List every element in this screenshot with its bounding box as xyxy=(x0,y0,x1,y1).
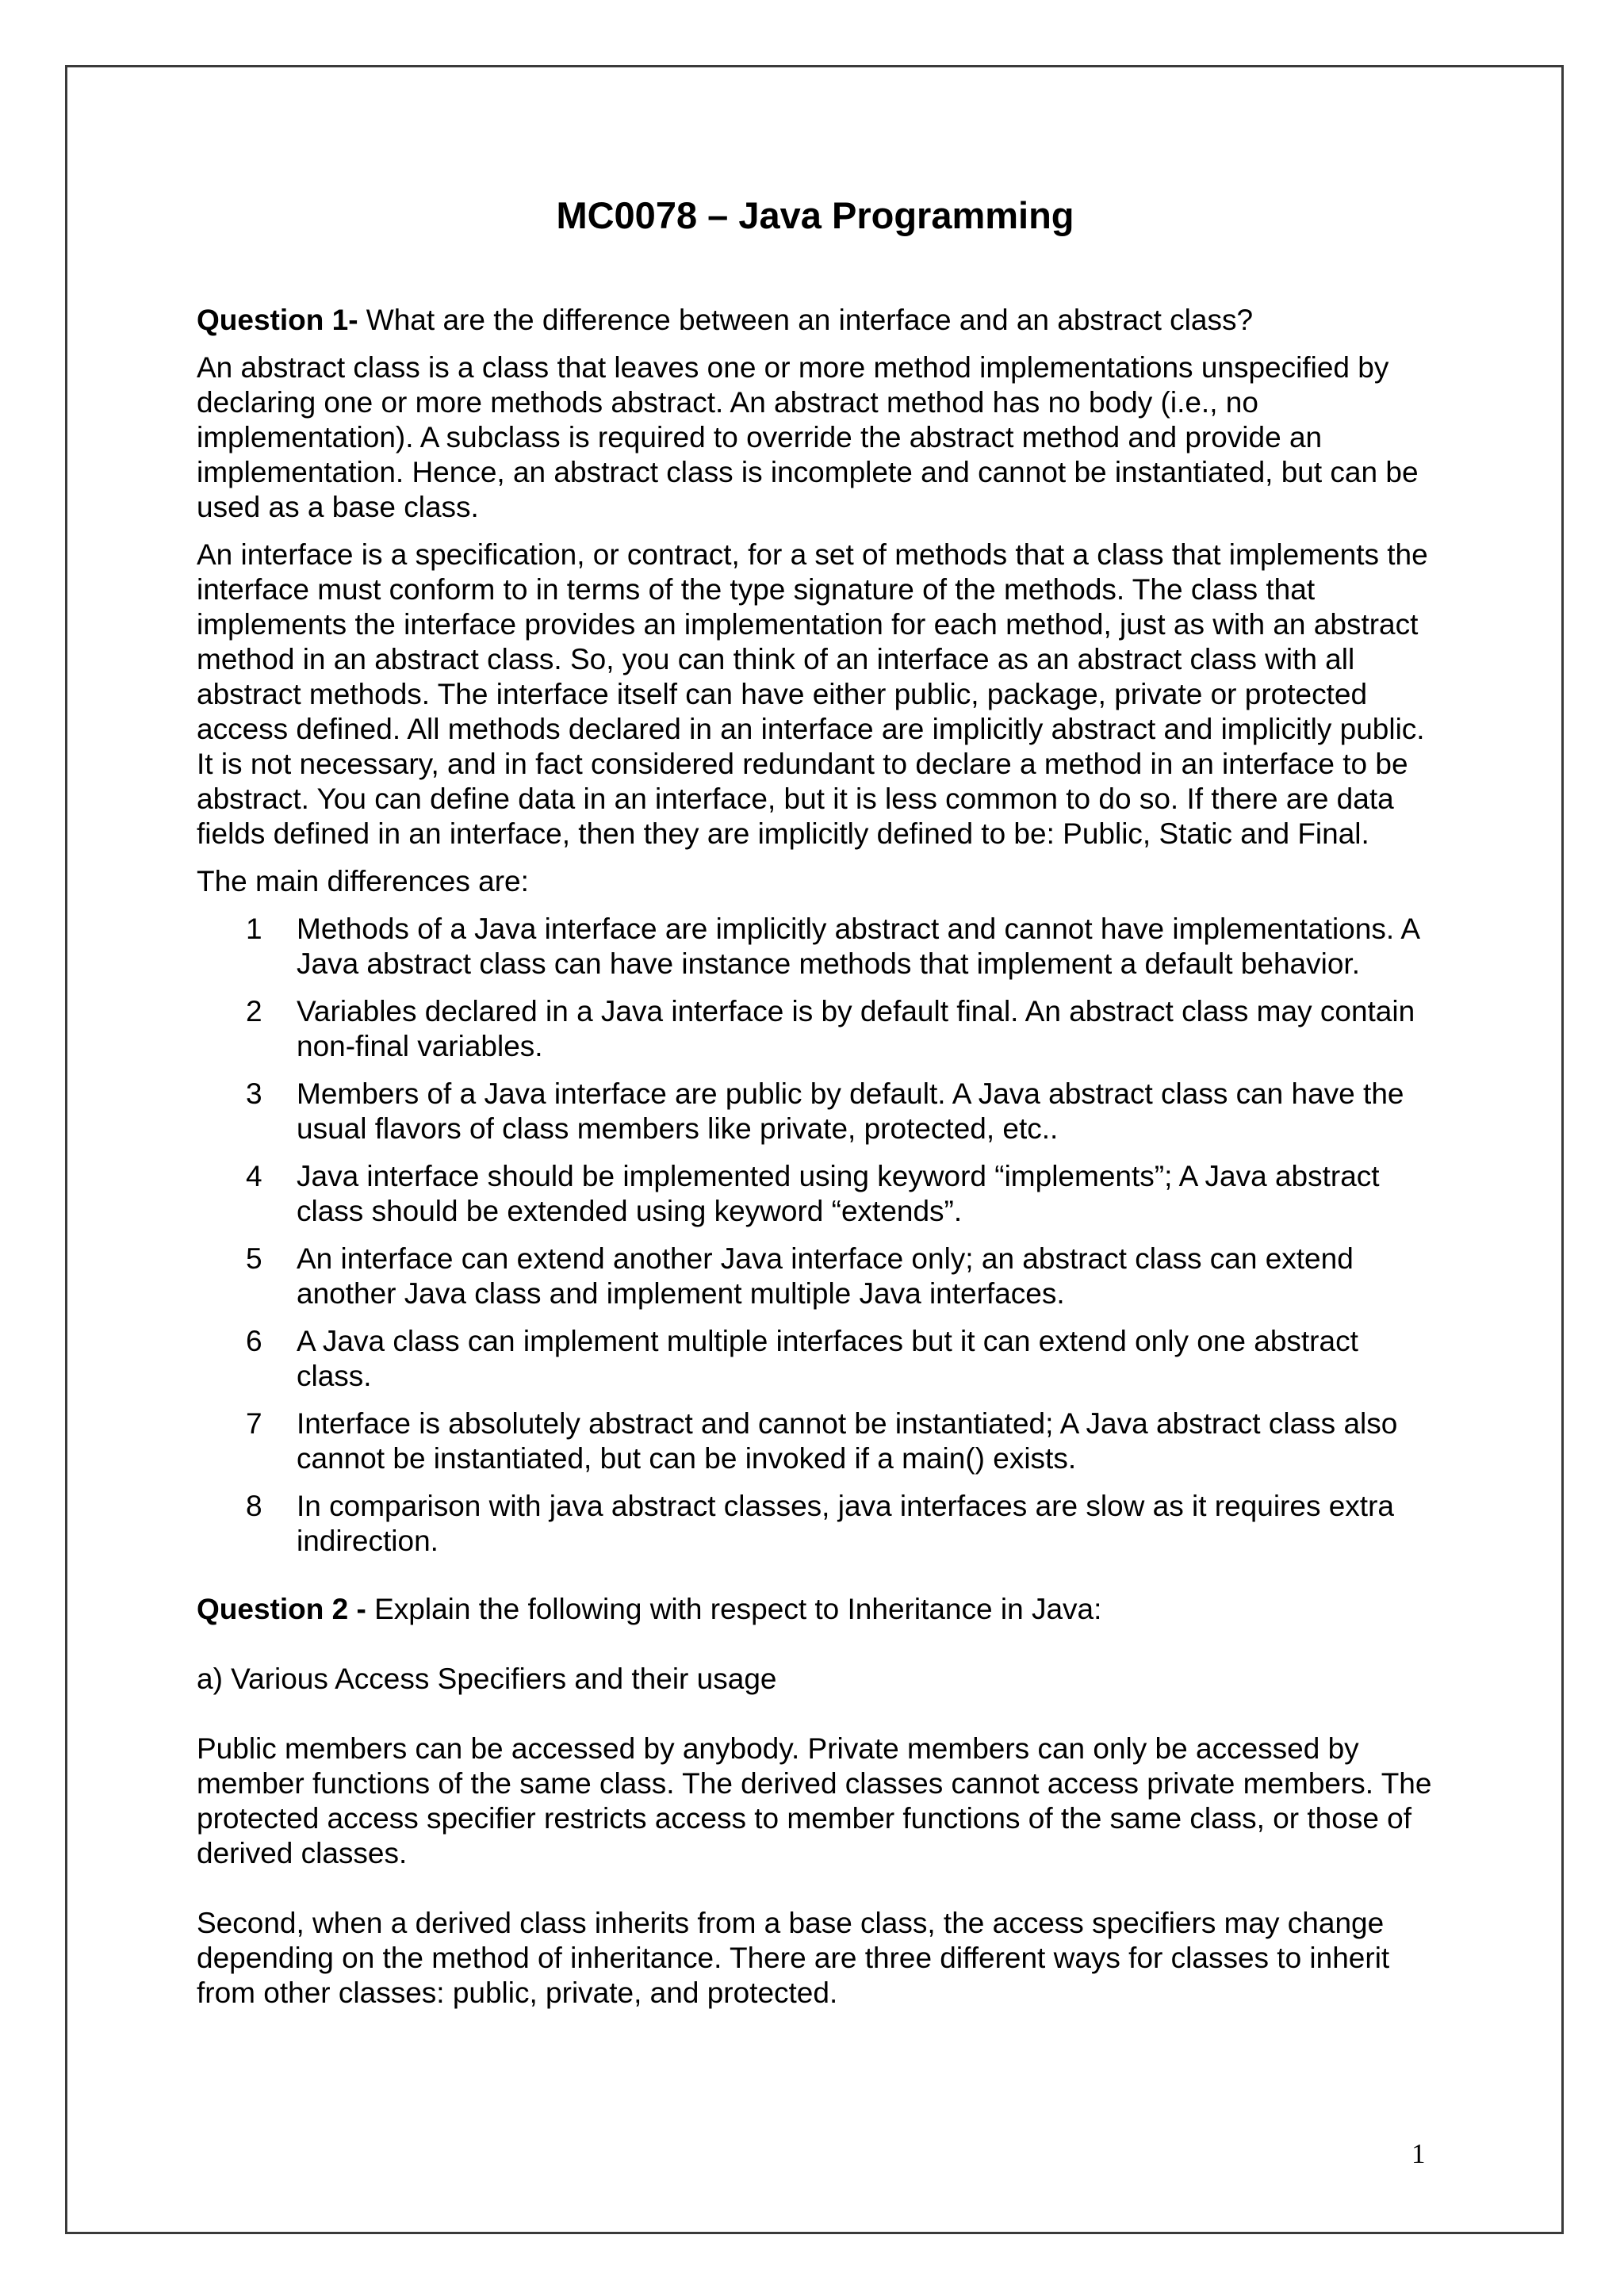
list-item-text: An interface can extend another Java interface only; an abstract class can extend another Java class and implement multiple Java interfaces. xyxy=(297,1242,1354,1310)
list-item-number: 2 xyxy=(246,995,262,1027)
list-item xyxy=(197,1324,1434,1394)
list-item-text: Methods of a Java interface are implicitly abstract and cannot have implementations. A Java abstract class can have instance methods that implement a default behavior. xyxy=(297,913,1419,980)
list-item-number: 4 xyxy=(246,1160,262,1192)
document-title: MC0078 – Java Programming xyxy=(556,194,1074,236)
question-2-subheading: a) Various Access Specifiers and their usage xyxy=(197,1663,777,1695)
question-1-paragraph: An interface is a specification, or contract, for a set of methods that a class that implements the interface must conform to in terms of the type signature of the methods. The class that implements the interface provides an implementation for each method, just as with an abstract method in an abstract class. So, you can think of an interface as an abstract class with all abstract methods. The interface itself can have either public, package, private or protected access defined. All methods declared in an interface are implicitly abstract and implicitly public. It is not necessary, and in fact considered redundant to declare a method in an interface to be abstract. You can define data in an interface, but it is less common to do so. If there are data fields defined in an interface, then they are implicitly defined to be: Public, Static and Final. xyxy=(197,538,1428,850)
list-item-text: Java interface should be implemented using keyword “implements”; A Java abstract class should be extended using keyword “extends”. xyxy=(297,1160,1380,1227)
list-item xyxy=(197,1406,1434,1476)
question-2-label: Question 2 - xyxy=(197,1593,366,1625)
question-2-paragraph: Public members can be accessed by anybody. Private members can only be accessed by member functions of the same class. The derived classes cannot access private members. The protected access specifier restricts access to member functions of the same class, or those of derived classes. xyxy=(197,1732,1432,1869)
list-item-number: 5 xyxy=(246,1242,262,1275)
list-item xyxy=(197,1159,1434,1229)
page-number: 1 xyxy=(1411,2138,1426,2169)
list-item xyxy=(197,994,1434,1064)
list-item-number: 8 xyxy=(246,1490,262,1522)
question-1-paragraph: An abstract class is a class that leaves one or more method implementations unspecified by declaring one or more methods abstract. An abstract method has no body (i.e., no implementation). A subclass is required to override the abstract method and provide an implementation. Hence, an abstract class is incomplete and cannot be instantiated, but can be used as a base class. xyxy=(197,351,1419,523)
list-item xyxy=(197,912,1434,982)
question-2-heading xyxy=(197,1592,1434,1627)
list-item-number: 3 xyxy=(246,1077,262,1110)
list-item-text: Members of a Java interface are public by default. A Java abstract class can have the usual flavors of class members like private, protected, etc.. xyxy=(297,1077,1404,1145)
question-2-paragraph: Second, when a derived class inherits from a base class, the access specifiers may change depending on the method of inheritance. There are three different ways for classes to inherit from other classes: public, private, and protected. xyxy=(197,1907,1390,2009)
list-item-text: In comparison with java abstract classes, java interfaces are slow as it requires extra indirection. xyxy=(297,1490,1394,1557)
list-item-number: 6 xyxy=(246,1325,262,1357)
list-item-number: 1 xyxy=(246,913,262,945)
differences-list xyxy=(197,912,1434,1559)
question-1-text: What are the difference between an interface and an abstract class? xyxy=(358,304,1254,336)
list-item-text: Variables declared in a Java interface is by default final. An abstract class may contain non-final variables. xyxy=(297,995,1415,1062)
question-1-paragraph: The main differences are: xyxy=(197,865,529,897)
question-1-heading xyxy=(197,303,1434,338)
question-1-label: Question 1- xyxy=(197,304,358,336)
list-item-text: Interface is absolutely abstract and cannot be instantiated; A Java abstract class also cannot be instantiated, but can be invoked if a main() exists. xyxy=(297,1407,1398,1475)
list-item-text: A Java class can implement multiple interfaces but it can extend only one abstract class. xyxy=(297,1325,1358,1392)
list-item xyxy=(197,1489,1434,1559)
list-item xyxy=(197,1242,1434,1311)
question-2-text: Explain the following with respect to Inheritance in Java: xyxy=(366,1593,1102,1625)
list-item-number: 7 xyxy=(246,1407,262,1440)
document-body xyxy=(197,193,1434,2023)
list-item xyxy=(197,1077,1434,1146)
